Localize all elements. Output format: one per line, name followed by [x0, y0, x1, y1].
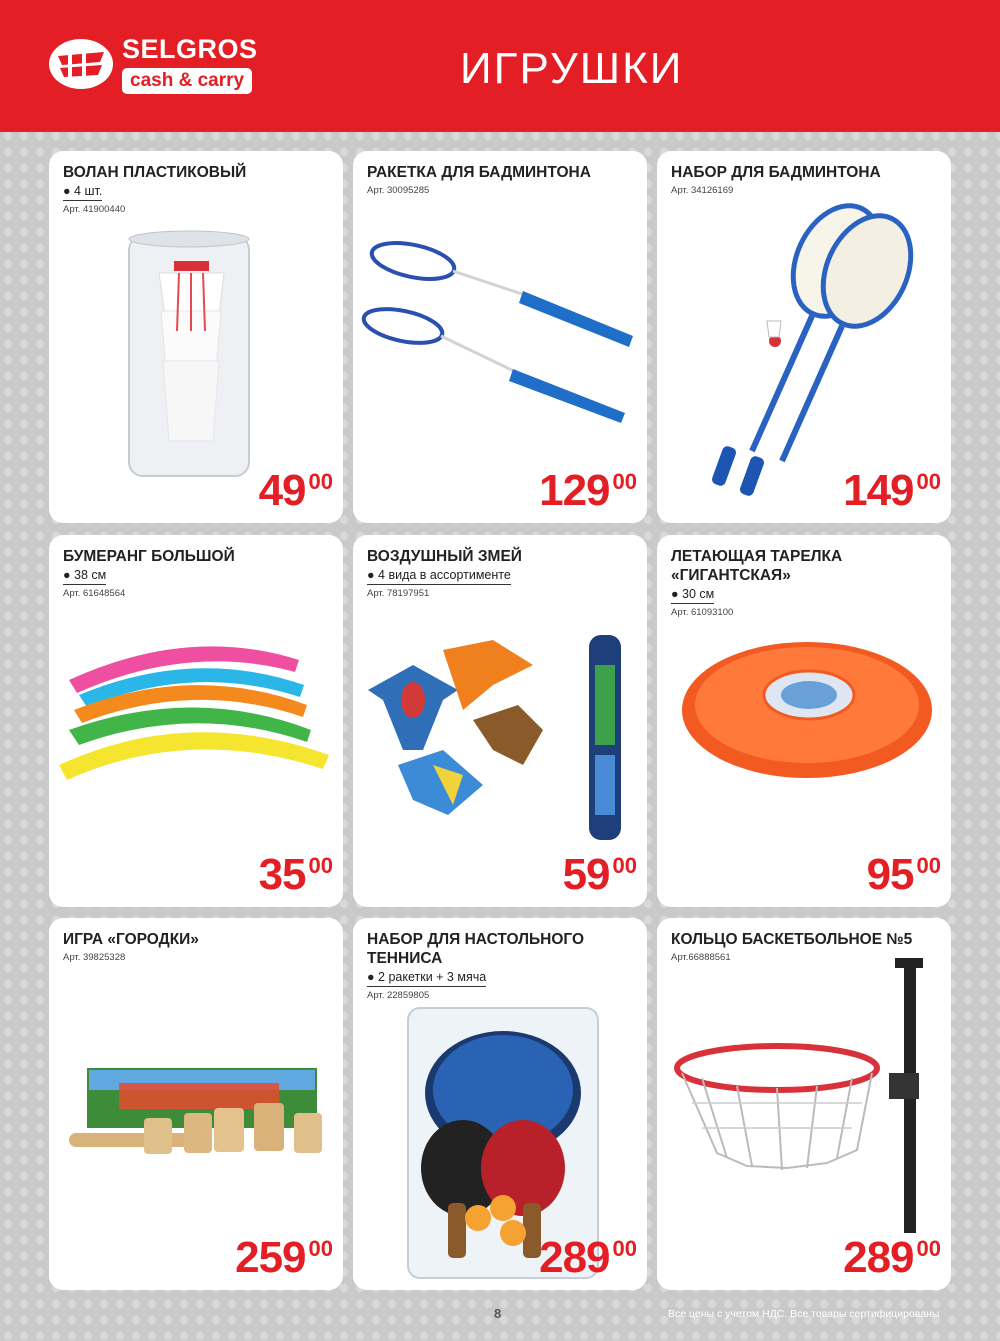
- product-article: Арт. 78197951: [367, 588, 430, 599]
- brand-subtitle: cash & carry: [122, 68, 252, 94]
- product-name: РАКЕТКА ДЛЯ БАДМИНТОНА: [367, 164, 591, 181]
- product-card[interactable]: [49, 535, 343, 907]
- product-spec: ● 4 шт.: [63, 184, 102, 201]
- product-spec: ● 38 см: [63, 568, 106, 585]
- product-name: БУМЕРАНГ БОЛЬШОЙ: [63, 548, 235, 565]
- product-article: Арт.66888561: [671, 952, 731, 963]
- selgros-logo[interactable]: [48, 34, 263, 96]
- shopping-basket-icon: [48, 38, 114, 90]
- product-name: НАБОР ДЛЯ НАСТОЛЬНОГО ТЕННИСА: [367, 931, 585, 967]
- product-price: 129 00: [539, 466, 637, 515]
- product-card[interactable]: [353, 151, 647, 523]
- product-price: 35 00: [258, 850, 333, 899]
- product-card[interactable]: [657, 151, 951, 523]
- product-card[interactable]: [657, 535, 951, 907]
- product-price: 95 00: [866, 850, 941, 899]
- product-price: 59 00: [562, 850, 637, 899]
- product-spec: ● 4 вида в ассортименте: [367, 568, 511, 585]
- page-header: [0, 0, 1000, 132]
- product-article: Арт. 61093100: [671, 607, 734, 618]
- product-name: ВОЗДУШНЫЙ ЗМЕЙ: [367, 548, 522, 565]
- page-title: ИГРУШКИ: [460, 44, 684, 93]
- product-name: КОЛЬЦО БАСКЕТБОЛЬНОЕ №5: [671, 931, 913, 948]
- product-name: НАБОР ДЛЯ БАДМИНТОНА: [671, 164, 881, 181]
- product-article: Арт. 22859805: [367, 990, 430, 1001]
- product-article: Арт. 30095285: [367, 185, 430, 196]
- product-price: 289 00: [539, 1233, 637, 1282]
- product-spec: ● 2 ракетки + 3 мяча: [367, 970, 486, 987]
- product-card[interactable]: [353, 918, 647, 1290]
- product-card[interactable]: [49, 151, 343, 523]
- product-article: Арт. 41900440: [63, 204, 126, 215]
- product-article: Арт. 39825328: [63, 952, 126, 963]
- page-number: 8: [494, 1306, 502, 1321]
- product-article: Арт. 34126169: [671, 185, 734, 196]
- product-name: ИГРА «ГОРОДКИ»: [63, 931, 199, 948]
- product-price: 289 00: [843, 1233, 941, 1282]
- product-name: ЛЕТАЮЩАЯ ТАРЕЛКА «ГИГАНТСКАЯ»: [671, 548, 843, 584]
- product-card[interactable]: [49, 918, 343, 1290]
- product-card[interactable]: [657, 918, 951, 1290]
- product-card[interactable]: [353, 535, 647, 907]
- product-name: ВОЛАН ПЛАСТИКОВЫЙ: [63, 164, 247, 181]
- footer-note: Все цены с учетом НДС. Все товары сертифицированы: [668, 1308, 940, 1320]
- product-price: 49 00: [258, 466, 333, 515]
- product-price: 149 00: [843, 466, 941, 515]
- product-price: 259 00: [235, 1233, 333, 1282]
- brand-name: SELGROS: [122, 34, 258, 64]
- product-spec: ● 30 см: [671, 587, 714, 604]
- product-article: Арт. 61648564: [63, 588, 126, 599]
